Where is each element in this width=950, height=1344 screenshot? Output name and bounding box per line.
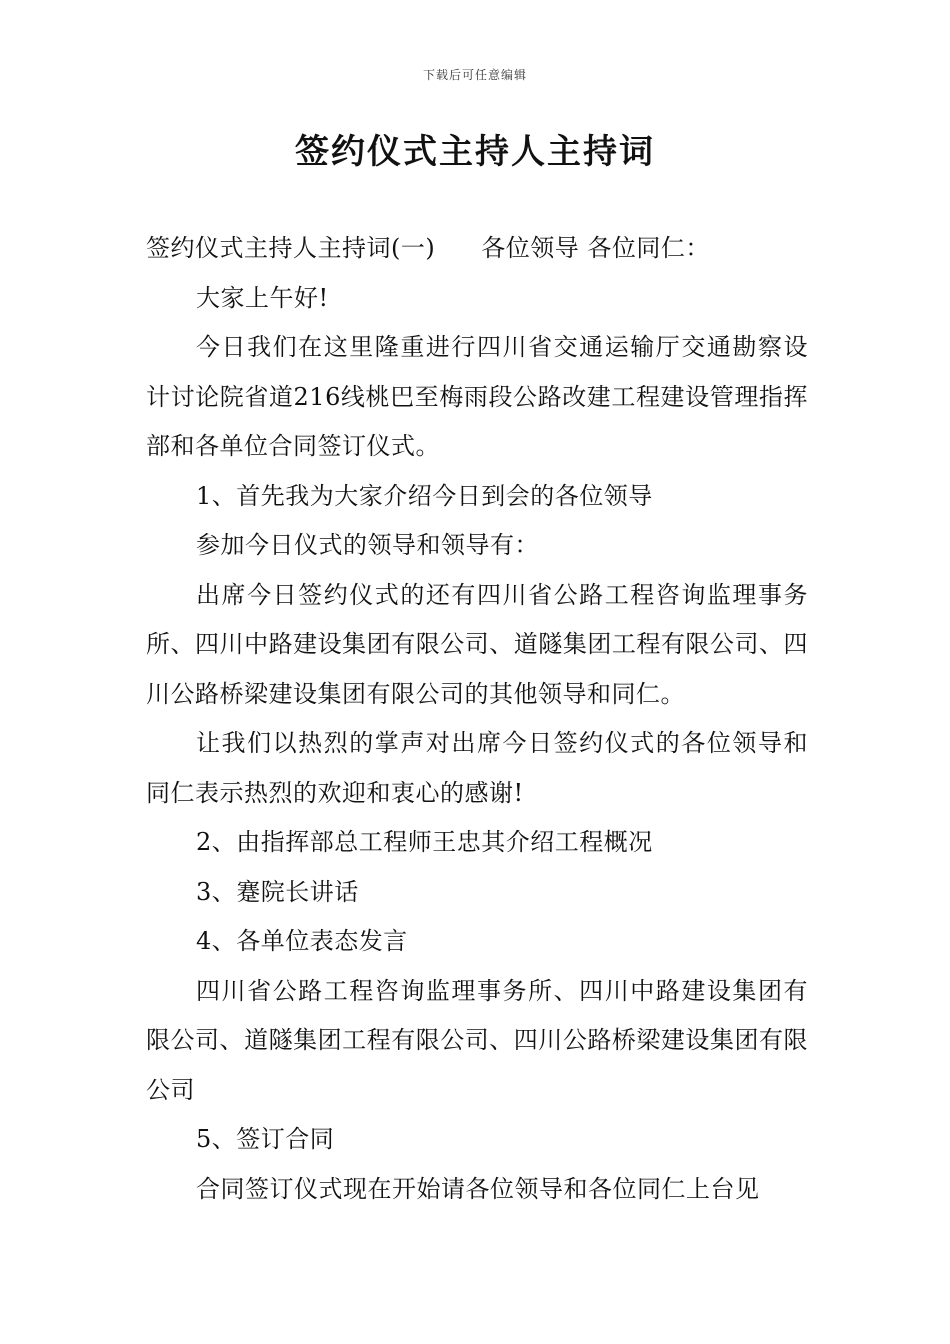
paragraph-item-2: 2、由指挥部总工程师王忠其介绍工程概况 [196,828,653,856]
paragraph-attendees: 参加今日仪式的领导和领导有： [196,531,539,559]
paragraph-intro: 今日我们在这里隆重进行四川省交通运输厅交通勘察设计讨论院省道216线桃巴至梅雨段公路改建工程建设管理指挥部和各单位合同签订仪式。 [146,333,808,460]
paragraph-item-1: 1、首先我为大家介绍今日到会的各位领导 [196,481,653,510]
paragraph-welcome: 让我们以热烈的掌声对出席今日签约仪式的各位领导和同仁表示热烈的欢迎和衷心的感谢! [146,729,808,807]
document-title: 签约仪式主持人主持词 [295,132,655,172]
document-body [146,224,808,1214]
lead-paragraph [146,224,808,274]
paragraph-other-attendees: 出席今日签约仪式的还有四川省公路工程咨询监理事务所、四川中路建设集团有限公司、道隧集团工程有限公司、四川公路桥梁建设集团有限公司的其他领导和同仁。 [146,580,808,708]
paragraph-item-5: 5、签订合同 [196,1125,335,1153]
paragraph-item-3: 3、蹇院长讲话 [196,877,359,906]
paragraph-greeting: 大家上午好! [196,283,329,312]
lead-greeting: 各位领导 各位同仁： [481,234,710,262]
paragraph-units: 四川省公路工程咨询监理事务所、四川中路建设集团有限公司、道隧集团工程有限公司、四川公路桥梁建设集团有限公司 [146,976,808,1104]
lead-subtitle: 签约仪式主持人主持词(一) [146,234,436,262]
paragraph-signing: 合同签订仪式现在开始请各位领导和各位同仁上台见 [196,1174,760,1203]
header-note: 下载后可任意编辑 [422,68,527,82]
paragraph-item-4: 4、各单位表态发言 [196,927,408,955]
